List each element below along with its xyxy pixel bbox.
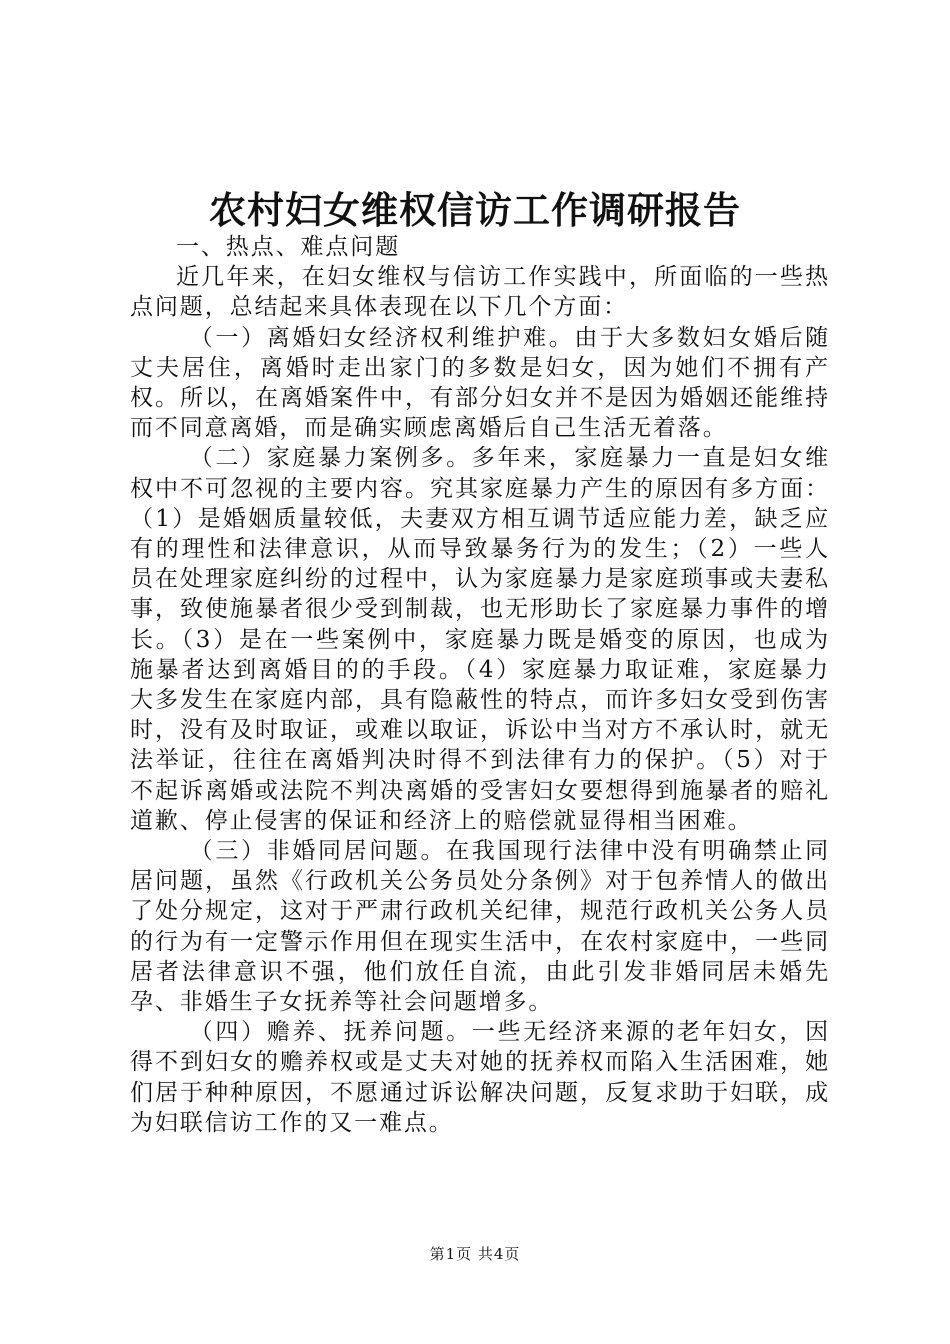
section-heading: 一、热点、难点问题 bbox=[176, 234, 401, 260]
paragraph-item-4: （四）赡养、抚养问题。一些无经济来源的老年妇女，因得不到妇女的赡养权或是丈夫对她的抚养权而陷入生活困难，她们居于种种原因，不愿通过诉讼解决问题，反复求助于妇联，成为妇联信访工作的又一难点。 bbox=[130, 1019, 830, 1136]
page-footer: 第1页 共4页 bbox=[429, 1245, 521, 1263]
document-title: 农村妇女维权信访工作调研报告 bbox=[209, 188, 741, 232]
paragraph-item-2: （二）家庭暴力案例多。多年来，家庭暴力一直是妇女维权中不可忽视的主要内容。究其家庭暴力产生的原因有多方面：（1）是婚姻质量较低，夫妻双方相互调节适应能力差，缺乏应有的理性和法律意识，从而导致暴务行为的发生；（2）一些人员在处理家庭纠纷的过程中，认为家庭暴力是家庭琐事或夫妻私事，致使施暴者很少受到制裁，也无形助长了家庭暴力事件的增长。（3）是在一些案例中，家庭暴力既是婚变的原因，也成为施暴者达到离婚目的的手段。（4）家庭暴力取证难，家庭暴力大多发生在家庭内部，具有隐蔽性的特点，而许多妇女受到伤害时，没有及时取证，或难以取证，诉讼中当对方不承认时，就无法举证，往往在离婚判决时得不到法律有力的保护。（5）对于不起诉离婚或法院不判决离婚的受害妇女要想得到施暴者的赔礼道歉、停止侵害的保证和经济上的赔偿就显得相当困难。 bbox=[130, 445, 830, 834]
paragraph-item-1: （一）离婚妇女经济权利维护难。由于大多数妇女婚后随丈夫居住，离婚时走出家门的多数是妇女，因为她们不拥有产权。所以，在离婚案件中，有部分妇女并不是因为婚姻还能维持而不同意离婚，而是确实顾虑离婚后自己生活无着落。 bbox=[130, 324, 830, 442]
intro-paragraph: 近几年来，在妇女维权与信访工作实践中，所面临的一些热点问题，总结起来具体表现在以下几个方面： bbox=[130, 264, 830, 321]
paragraph-item-3: （三）非婚同居问题。在我国现行法律中没有明确禁止同居问题，虽然《行政机关公务员处分条例》对于包养情人的做出了处分规定，这对于严肃行政机关纪律，规范行政机关公务人员的行为有一定警示作用但在现实生活中，在农村家庭中，一些同居者法律意识不强，他们放任自流，由此引发非婚同居未婚先孕、非婚生子女抚养等社会问题增多。 bbox=[130, 838, 830, 1016]
document-body bbox=[130, 232, 830, 1138]
